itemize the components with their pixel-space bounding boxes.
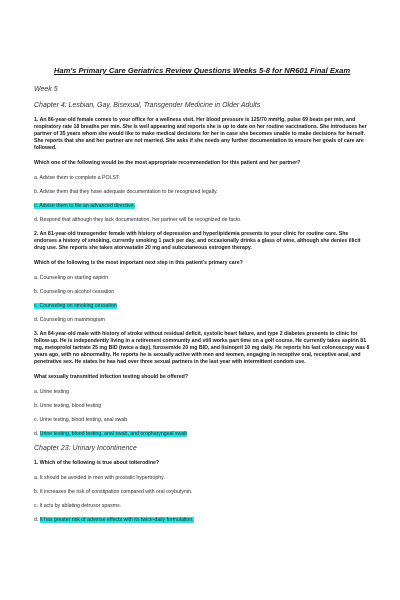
option-text: b. Counseling on alcohol cessation: [34, 289, 115, 295]
answer-option: [34, 289, 370, 296]
option-text: b. Advise them that they have adequate documentation to be recognized legally.: [34, 189, 218, 195]
question-prompt: 1. Which of the following is true about tolterodine?: [34, 460, 160, 466]
answer-option: [34, 175, 370, 182]
question-prompt: Which of the following is the most important next step in this patient's primary care?: [34, 260, 243, 266]
question-stem: 3. An 84-year-old male with history of stroke without residual deficit, systolic heart failure, and type 2 diabetes presents to clinic for follow-up. He is independently living in a retirement community and still works part time on a golf course. He currently takes aspirin 81 mg, metoprolol tartrate 25 mg BID (twice a day), furosemide 20 mg BID, and lisinopril 10 mg daily. He reports his last colonoscopy was 8 years ago, with no abnormality. He reports he is sexually active with men and women, engaging in receptive oral, receptive anal, and penetrative sex. He states he has had over three sexual partners in the last year with intermittent condom use.: [34, 331, 370, 365]
week-heading: Week 5: [34, 86, 58, 93]
answer-option: [34, 389, 370, 396]
highlighted-answer: c. Counseling on smoking cessation: [34, 303, 117, 309]
answer-option: [34, 475, 370, 482]
answer-option-highlighted: [34, 203, 370, 210]
document-title: Ham's Primary Care Geriatrics Review Questions Weeks 5-8 for NR601 Final Exam: [53, 66, 351, 75]
highlighted-answer: It has greater risk of adverse effects with its twice-daily formulation.: [39, 517, 194, 523]
option-prefix: d.: [34, 517, 40, 523]
option-text: a. Advise them to complete a POLST.: [34, 175, 120, 181]
answer-option-highlighted: [34, 303, 370, 310]
option-text: b. Urine testing, blood testing: [34, 403, 102, 409]
option-text: a. Urine testing: [34, 389, 69, 395]
question-stem: 2. An 81-year-old transgender female with history of depression and hyperlipidemia presents to your clinic for routine care. She endorses a history of smoking, currently smoking 1 pack per day, and occasionally drinks a glass of wine, although she denies illicit drug use. She reports she takes atorvastatin 20 mg and subcutaneous estrogen therapy.: [34, 231, 361, 251]
question-prompt: Which one of the following would be the most appropriate recommendation for this patient and her partner?: [34, 160, 301, 166]
question-stem: 1. An 86-year-old female comes to your office for a wellness visit. Her blood pressure is 125/70 mmHg, pulse 69 beats per min, and respiratory rate 18 breaths per min. She is well appearing and reports she is up to date on her routine vaccinations. She introduces her partner of 35 years whom she would like to make medical decisions for her in case she becomes unable to make decisions for herself. She reports that she and her partner are not married. She asks if she needs any further documentation to ensure her goals of care are followed.: [34, 117, 367, 151]
answer-option: [34, 417, 370, 424]
answer-option-highlighted: [34, 517, 370, 524]
option-text: b. It increases the risk of constipation compared with oral oxybutynin.: [34, 489, 193, 495]
question-prompt: What sexually transmitted infection testing should be offered?: [34, 374, 188, 380]
answer-option-highlighted: [34, 431, 370, 438]
answer-option: [34, 403, 370, 410]
option-text: a. It should be avoided in men with prostatic hypertrophy.: [34, 475, 165, 481]
chapter-heading: Chapter 4: Lesbian, Gay, Bisexual, Transgender Medicine in Older Adults: [34, 102, 261, 109]
highlighted-answer: Urine testing, blood testing, anal swab, and oropharyngeal swab: [39, 431, 188, 437]
option-text: d. Respond that although they lack documentation, her partner will be recognized de facto.: [34, 217, 242, 223]
answer-option: [34, 275, 370, 282]
answer-option: [34, 317, 370, 324]
option-text: c. Urine testing, blood testing, anal swab: [34, 417, 128, 423]
option-text: a. Counseling on starting aspirin: [34, 275, 109, 281]
answer-option: [34, 217, 370, 224]
highlighted-answer: c. Advise them to file an advanced directive.: [34, 203, 135, 209]
answer-option: [34, 189, 370, 196]
answer-option: [34, 489, 370, 496]
option-prefix: d.: [34, 431, 40, 437]
answer-option: [34, 503, 370, 510]
chapter-heading: Chapter 23: Urinary Incontinence: [34, 445, 137, 452]
option-text: d. Counseling on mammogram: [34, 317, 105, 323]
option-text: c. It acts by ablating detrusor spasms.: [34, 503, 122, 509]
